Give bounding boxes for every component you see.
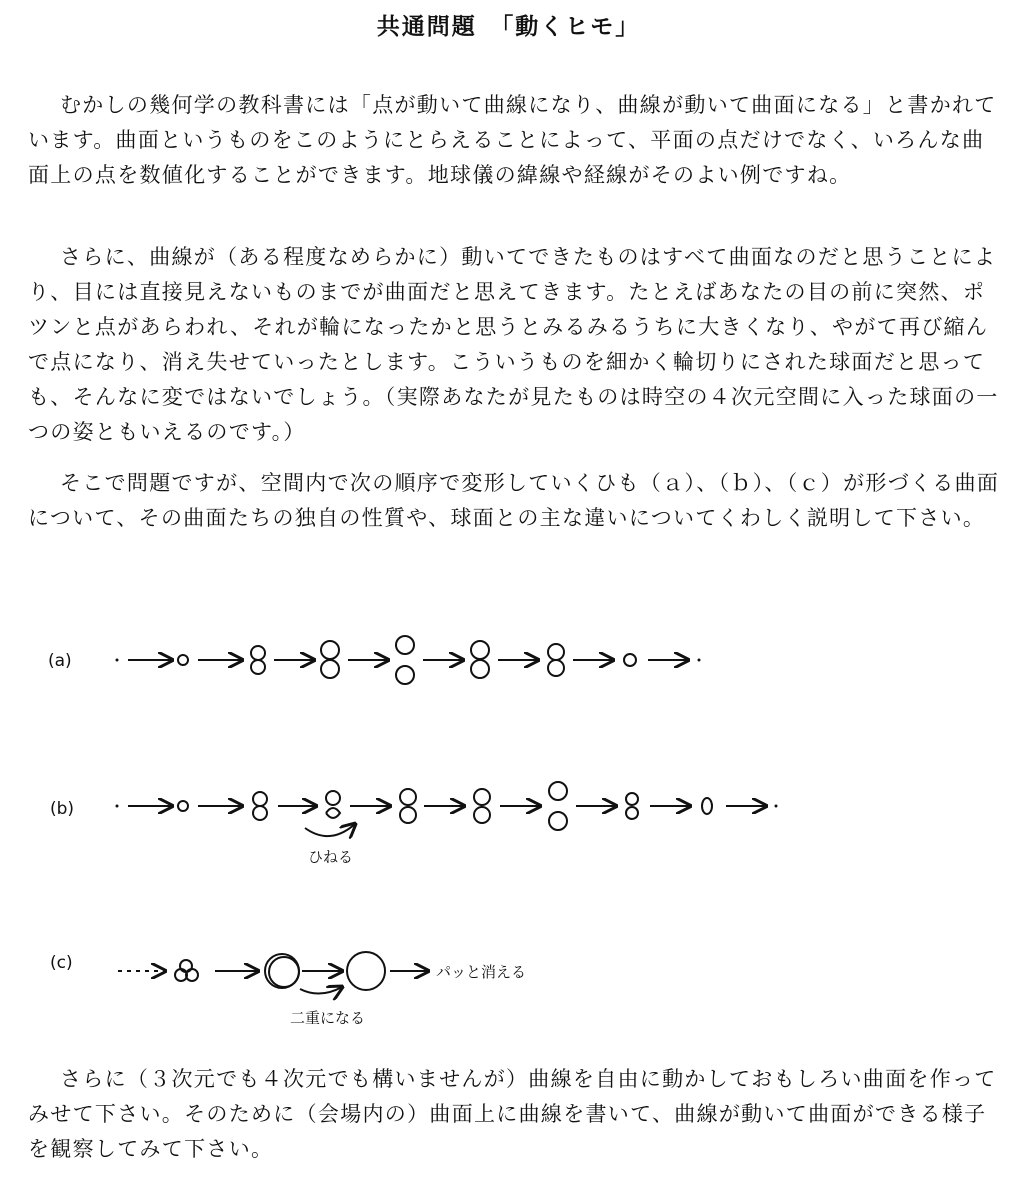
diagram-c [0, 935, 1017, 1035]
diagram-b [0, 770, 1017, 870]
paragraph-problem: そこで問題ですが、空間内で次の順序で変形していくひも（ａ）、（ｂ）、（ｃ）が形づくる曲面について、その曲面たちの独自の性質や、球面との主な違いについてくわしく説明して下さい。 [28, 471, 1000, 530]
diagram-c-label: (c) [50, 953, 73, 973]
paragraph-sphere-example: さらに、曲線が（ある程度なめらかに）動いてできたものはすべて曲面なのだと思うことにより、目には直接見えないものまでが曲面だと思えてきます。たとえばあなたの目の前に突然、ポツンと点があらわれ、それが輪になったかと思うとみるみるうちに大きくなり、やがて再び縮んで点になり、消え失せていったとします。こういうものを細かく輪切りにされた球面だと思っても、そんなに変ではないでしょう。（実際あなたが見たものは時空の４次元空間に入った球面の一つの姿ともいえるのです。） [28, 245, 999, 444]
diagram-a [0, 620, 1017, 690]
paragraph-exercise: さらに（３次元でも４次元でも構いませんが）曲線を自由に動かしておもしろい曲面を作ってみせて下さい。そのために（会場内の）曲面上に曲線を書いて、曲線が動いて曲面ができる様子を観察してみて下さい。 [28, 1067, 997, 1161]
paragraph-intro: むかしの幾何学の教科書には「点が動いて曲線になり、曲線が動いて曲面になる」と書かれています。曲面というものをこのようにとらえることによって、平面の点だけでなく、いろんな曲面上の点を数値化することができます。地球儀の緯線や経線がそのよい例ですね。 [28, 93, 997, 187]
page-title: 共通問題 「動くヒモ」 [376, 14, 641, 40]
twist-note: ひねる [308, 848, 354, 866]
double-note: 二重になる [290, 1009, 366, 1027]
vanish-note: パッと消える [436, 963, 527, 981]
diagram-b-label: (b) [50, 799, 75, 819]
diagram-a-label: (a) [48, 651, 72, 671]
